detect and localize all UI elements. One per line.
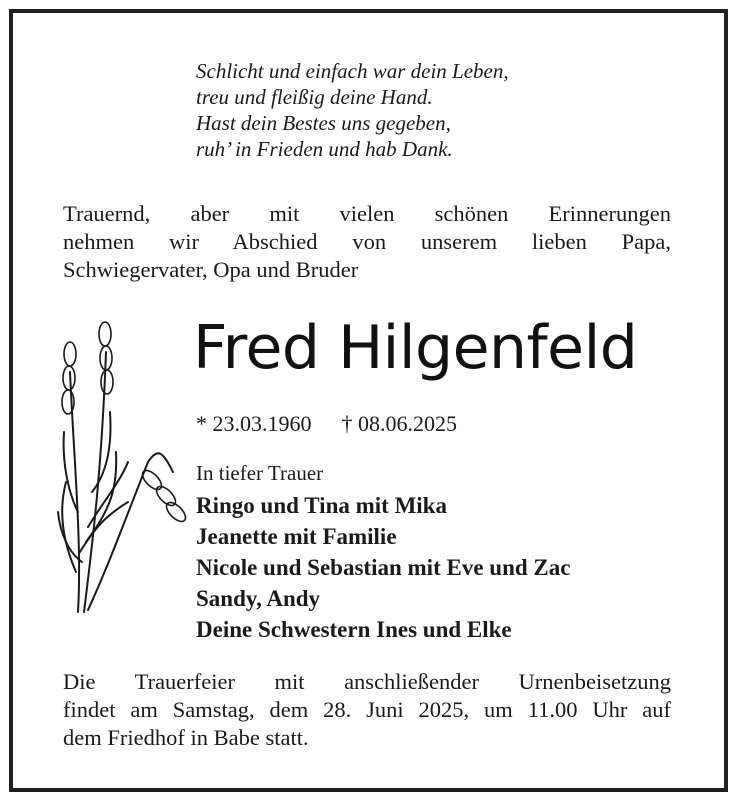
mourning-heading: In tiefer Trauer	[196, 461, 324, 485]
service-line: Die Trauerfeier mit anschließender Urnenbeisetzung	[63, 669, 671, 694]
mourner-line: Jeanette mit Familie	[196, 524, 397, 549]
mourner-line: Sandy, Andy	[196, 586, 321, 611]
service-line: dem Friedhof in Babe statt.	[63, 725, 309, 750]
mourners-list	[196, 490, 570, 645]
service-line: findet am Samstag, dem 28. Juni 2025, um 11.00 Uhr auf	[63, 697, 671, 722]
intro-line: Trauernd, aber mit vielen schönen Erinnerungen	[63, 201, 671, 226]
poem	[196, 58, 636, 162]
birth-date: * 23.03.1960	[196, 411, 312, 436]
poem-line: Schlicht und einfach war dein Leben,	[196, 59, 509, 83]
intro-line: Schwiegervater, Opa und Bruder	[63, 257, 359, 282]
intro-text	[63, 200, 671, 284]
service-info	[63, 668, 671, 752]
poem-line: Hast dein Bestes uns gegeben,	[196, 111, 451, 135]
mourner-line: Ringo und Tina mit Mika	[196, 493, 447, 518]
deceased-name: Fred Hilgenfeld	[193, 313, 638, 383]
wheat-icon	[48, 312, 188, 622]
life-dates	[196, 410, 457, 438]
poem-line: treu und fleißig deine Hand.	[196, 85, 433, 109]
poem-line: ruh’ in Frieden und hab Dank.	[196, 137, 453, 161]
intro-line: nehmen wir Abschied von unserem lieben Papa,	[63, 229, 671, 254]
death-date: † 08.06.2025	[341, 411, 457, 436]
mourner-line: Deine Schwestern Ines und Elke	[196, 617, 512, 642]
mourner-line: Nicole und Sebastian mit Eve und Zac	[196, 555, 571, 580]
